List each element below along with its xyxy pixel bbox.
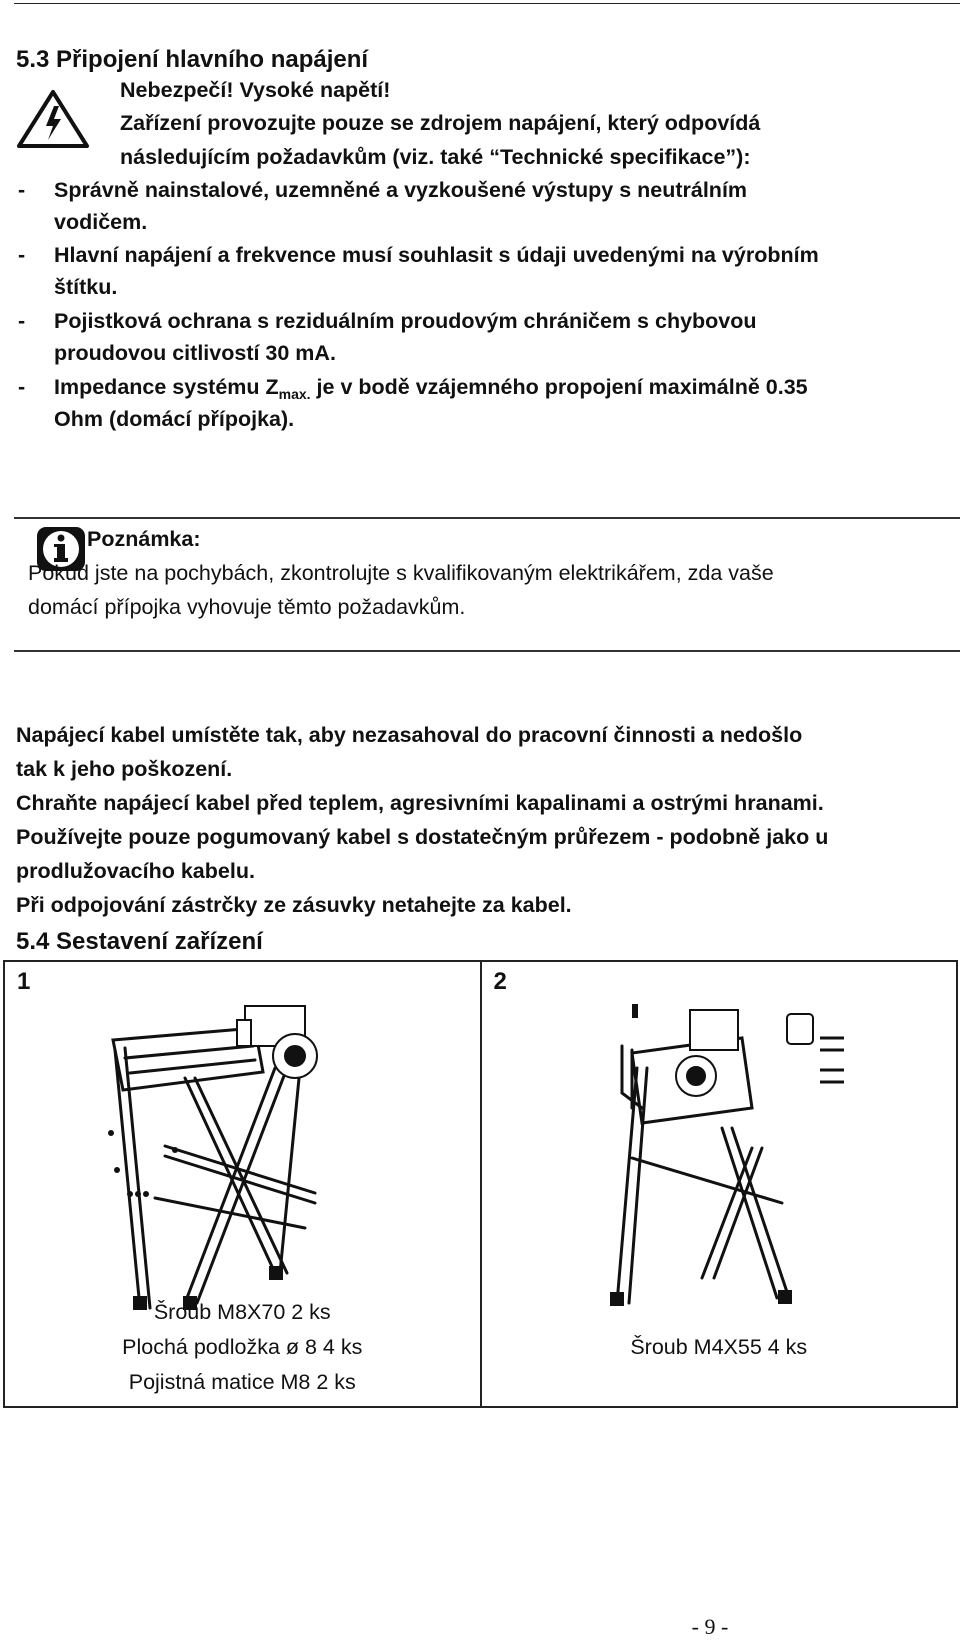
note-title: Poznámka:: [87, 527, 201, 551]
cable-text-line4: Používejte pouze pogumovaný kabel s dostatečným průřezem - podobně jako u: [16, 825, 829, 849]
assembly-step-1: [4, 961, 481, 1407]
impedance-subscript: max.: [278, 386, 311, 402]
requirement-2-line2: štítku.: [54, 275, 118, 299]
assembly-table: [3, 960, 958, 1408]
page-number: - 9 -: [691, 1614, 729, 1639]
requirement-3-line2: proudovou citlivostí 30 mA.: [54, 341, 336, 365]
cable-text-line5: prodlužovacího kabelu.: [16, 859, 255, 883]
requirement-1-line1: Správně nainstalové, uzemněné a vyzkoušené výstupy s neutrálním: [54, 178, 748, 202]
saw-stand-drawing-step-2: [482, 998, 952, 1318]
note-text-line1: Pokud jste na pochybách, zkontrolujte s kvalifikovaným elektrikářem, zda vaše: [28, 561, 774, 585]
impedance-rest: je v bodě vzájemného propojení maximálně 0.35: [310, 375, 808, 399]
warning-text-line1: Zařízení provozujte pouze se zdrojem napájení, který odpovídá: [120, 111, 761, 135]
warning-text-line2: následujícím požadavkům (viz. také “Technické specifikace”):: [120, 145, 751, 169]
parts-list-step-2: [482, 1330, 957, 1365]
cable-text-line1: Napájecí kabel umístěte tak, aby nezasahoval do pracovní činnosti a nedošlo: [16, 723, 803, 747]
impedance-label: Impedance systému Z: [54, 375, 279, 399]
danger-title: Nebezpečí! Vysoké napětí!: [120, 78, 391, 102]
bullet-dash: -: [18, 375, 26, 399]
section-heading-5-4: 5.4 Sestavení zařízení: [16, 928, 263, 955]
bullet-dash: -: [18, 178, 26, 202]
assembly-step-2: [481, 961, 958, 1407]
cable-text-line3: Chraňte napájecí kabel před teplem, agresivními kapalinami a ostrými hranami.: [16, 791, 824, 815]
cable-text-line2: tak k jeho poškození.: [16, 757, 233, 781]
part-item: Plochá podložka ø 8 4 ks: [122, 1335, 363, 1359]
step-number: 1: [17, 968, 31, 995]
section-heading-5-3: 5.3 Připojení hlavního napájení: [16, 46, 369, 73]
parts-list-step-1: [5, 1295, 480, 1400]
note-top-rule: [14, 517, 960, 519]
saw-stand-drawing-step-1: [5, 998, 475, 1318]
step-number: 2: [493, 968, 507, 995]
part-item: Šroub M8X70 2 ks: [153, 1300, 331, 1324]
bullet-dash: -: [18, 243, 26, 267]
note-bottom-rule: [14, 650, 960, 652]
requirement-3-line1: Pojistková ochrana s reziduálním proudovým chráničem s chybovou: [54, 309, 757, 333]
part-item: Šroub M4X55 4 ks: [630, 1335, 808, 1359]
requirement-2-line1: Hlavní napájení a frekvence musí souhlasit s údaji uvedenými na výrobním: [54, 243, 819, 267]
requirement-1-line2: vodičem.: [54, 210, 148, 234]
cable-text-line6: Při odpojování zástrčky ze zásuvky netahejte za kabel.: [16, 893, 572, 917]
part-item: Pojistná matice M8 2 ks: [128, 1370, 356, 1394]
top-rule: [14, 3, 960, 4]
bullet-dash: -: [18, 309, 26, 333]
note-text-line2: domácí přípojka vyhovuje těmto požadavkům.: [28, 595, 466, 619]
high-voltage-warning-icon: [16, 88, 90, 150]
requirement-4-line2: Ohm (domácí přípojka).: [54, 407, 295, 431]
